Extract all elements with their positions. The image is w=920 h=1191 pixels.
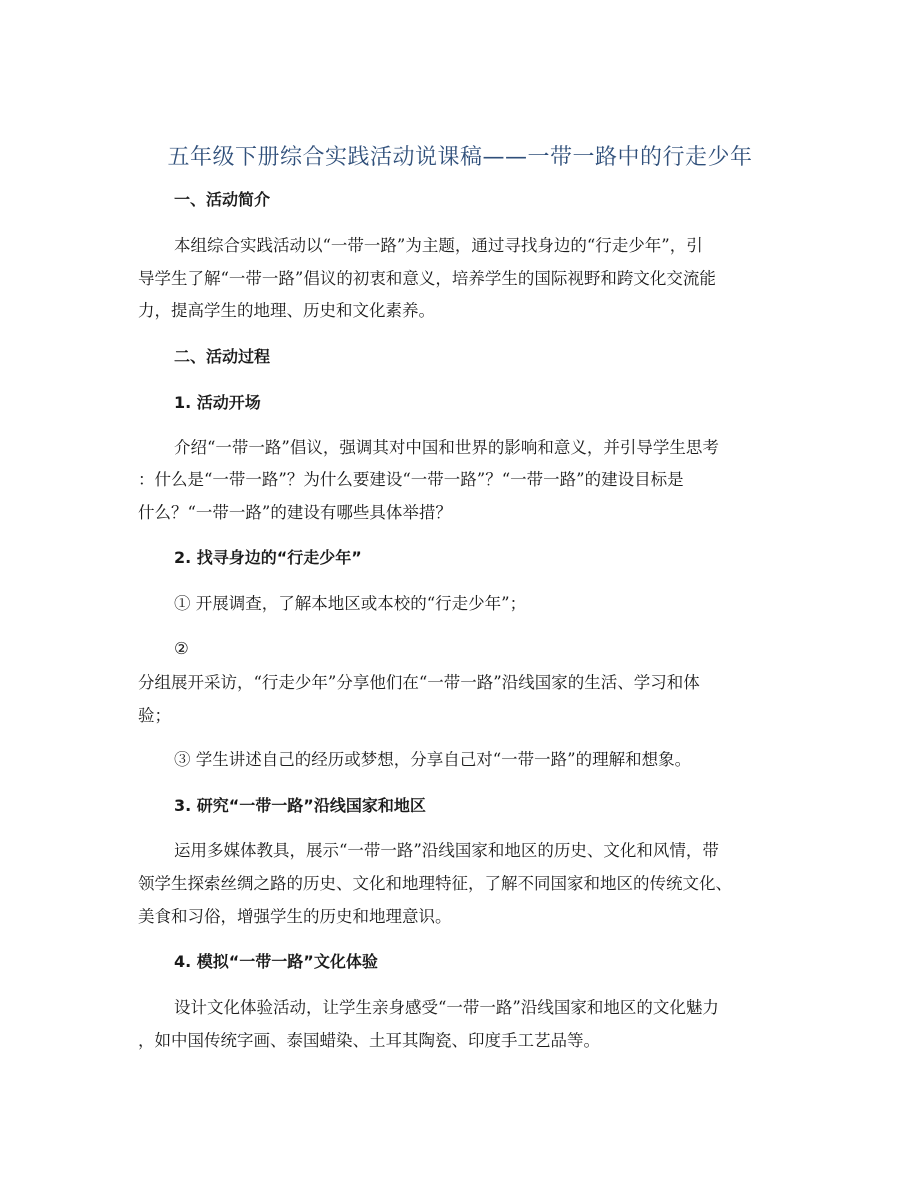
subsection-heading-experience: 4. 模拟“一带一路”文化体验 xyxy=(174,952,378,971)
section-heading-intro: 一、活动简介 xyxy=(174,190,271,209)
document-title: 五年级下册综合实践活动说课稿——一带一路中的行走少年 xyxy=(167,145,753,170)
subsection-heading-research: 3. 研究“一带一路”沿线国家和地区 xyxy=(174,796,426,815)
intro-line-3: 力，提高学生的地理、历史和文化素养。 xyxy=(138,301,435,320)
subsection-heading-find: 2. 找寻身边的“行走少年” xyxy=(174,548,362,567)
research-line-1: 运用多媒体教具，展示“一带一路”沿线国家和地区的历史、文化和风情，带 xyxy=(174,841,719,860)
experience-line-2: ，如中国传统字画、泰国蜡染、土耳其陶瓷、印度手工艺品等。 xyxy=(138,1031,600,1050)
research-line-2: 领学生探索丝绸之路的历史、文化和地理特征，了解不同国家和地区的传统文化、 xyxy=(138,874,732,893)
experience-line-1: 设计文化体验活动，让学生亲身感受“一带一路”沿线国家和地区的文化魅力 xyxy=(174,998,719,1017)
find-item-3: ③ 学生讲述自己的经历或梦想，分享自己对“一带一路”的理解和想象。 xyxy=(174,750,692,769)
opening-line-2: ：什么是“一带一路”？为什么要建设“一带一路”？“一带一路”的建设目标是 xyxy=(138,470,684,489)
find-item-2-line-1: 分组展开采访，“行走少年”分享他们在“一带一路”沿线国家的生活、学习和体 xyxy=(138,673,700,692)
intro-line-2: 导学生了解“一带一路”倡议的初衷和意义，培养学生的国际视野和跨文化交流能 xyxy=(138,269,716,288)
intro-line-1: 本组综合实践活动以“一带一路”为主题，通过寻找身边的“行走少年”，引 xyxy=(174,236,703,255)
subsection-heading-opening: 1. 活动开场 xyxy=(174,393,261,412)
opening-line-1: 介绍“一带一路”倡议，强调其对中国和世界的影响和意义，并引导学生思考 xyxy=(174,438,719,457)
opening-line-3: 什么？“一带一路”的建设有哪些具体举措？ xyxy=(138,503,452,522)
find-item-1: ① 开展调查，了解本地区或本校的“行走少年”； xyxy=(174,594,527,613)
find-item-2-marker: ② xyxy=(174,639,189,658)
find-item-2-line-2: 验； xyxy=(138,706,171,725)
section-heading-process: 二、活动过程 xyxy=(174,347,271,366)
research-line-3: 美食和习俗，增强学生的历史和地理意识。 xyxy=(138,907,452,926)
